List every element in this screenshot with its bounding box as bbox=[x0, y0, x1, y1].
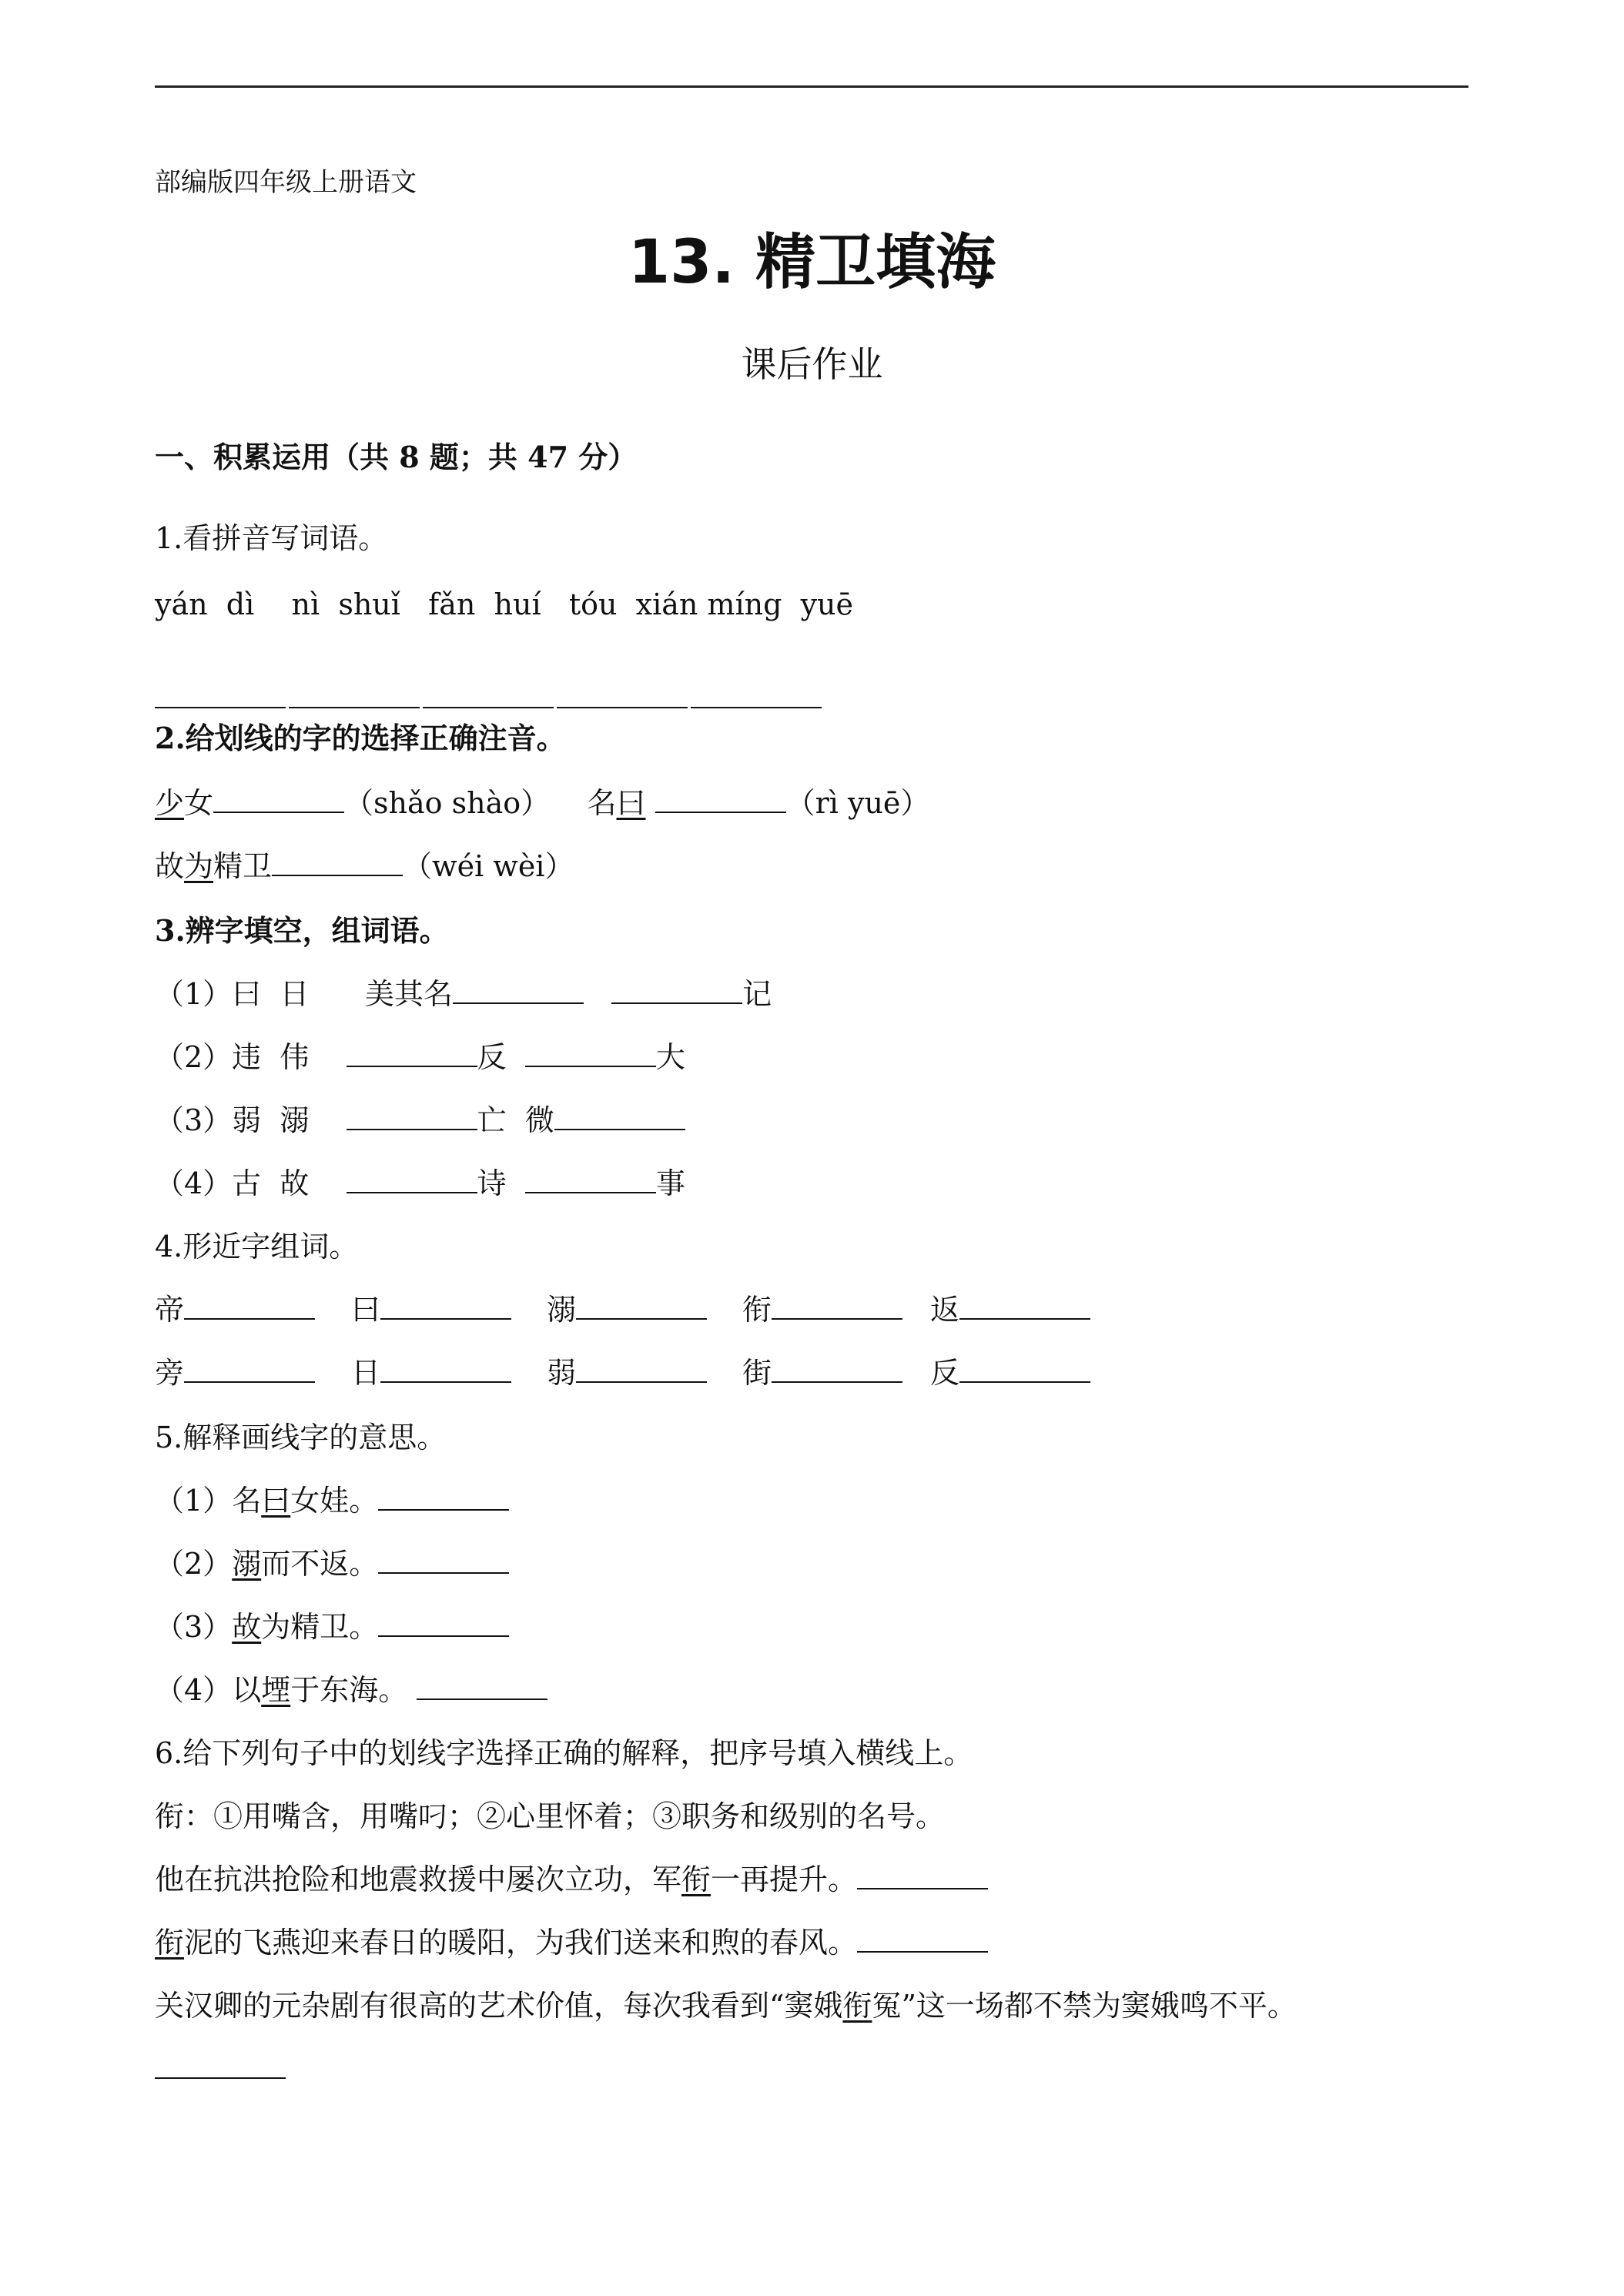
q6-text: 泥的飞燕迎来春日的暖阳，为我们送来和煦的春风。 bbox=[184, 1926, 858, 1960]
answer-blank[interactable] bbox=[655, 788, 786, 813]
header-rule bbox=[155, 85, 1468, 88]
q1-pinyin: yán dì nì shuǐ fǎn huí tóu xián míng yuē bbox=[155, 587, 854, 621]
q3-chars: （1）曰 日 bbox=[155, 977, 310, 1011]
q5-text: 女娃。 bbox=[290, 1484, 379, 1518]
q6-final-blank bbox=[155, 2054, 286, 2082]
underlined-char: 溺 bbox=[232, 1547, 262, 1581]
answer-blank[interactable] bbox=[378, 1612, 509, 1637]
q2-row1 bbox=[155, 788, 929, 818]
answer-blank[interactable] bbox=[347, 1169, 477, 1193]
q5-num: （2） bbox=[155, 1547, 233, 1581]
underlined-char: 故 bbox=[232, 1610, 262, 1644]
q5-num: （1） bbox=[155, 1484, 233, 1518]
q4-char: 帝 bbox=[155, 1293, 185, 1327]
underlined-char: 曰 bbox=[616, 786, 646, 820]
answer-blank[interactable] bbox=[525, 1043, 656, 1067]
q2-item2-options: （rì yuē） bbox=[785, 786, 930, 820]
answer-blank[interactable] bbox=[611, 979, 742, 1004]
q5-item bbox=[155, 1547, 509, 1581]
answer-blank[interactable] bbox=[380, 1295, 511, 1320]
answer-blank[interactable] bbox=[289, 684, 420, 708]
q6-sentence3 bbox=[155, 1989, 1297, 2023]
answer-blank[interactable] bbox=[576, 1295, 707, 1320]
q2-item1-options: （shǎo shào） bbox=[344, 786, 551, 820]
page-title: 13. 精卫填海 bbox=[628, 228, 996, 297]
q3-word-part: 美其名 bbox=[364, 977, 453, 1011]
q5-text: 为精卫。 bbox=[261, 1610, 379, 1644]
q3-word-part: 诗 bbox=[477, 1166, 507, 1200]
answer-blank[interactable] bbox=[959, 1295, 1090, 1320]
q3-chars: （2）违 伟 bbox=[155, 1040, 310, 1074]
answer-blank[interactable] bbox=[184, 1358, 315, 1383]
q5-item bbox=[155, 1484, 509, 1518]
answer-blank[interactable] bbox=[453, 979, 584, 1004]
q5-text: 于东海。 bbox=[290, 1673, 408, 1707]
answer-blank[interactable] bbox=[959, 1358, 1090, 1383]
q4-char: 衔 bbox=[742, 1293, 772, 1327]
q3-row bbox=[155, 1040, 685, 1074]
answer-blank[interactable] bbox=[155, 684, 286, 708]
answer-blank[interactable] bbox=[772, 1295, 902, 1320]
q4-char: 旁 bbox=[155, 1356, 185, 1390]
underlined-char: 衔 bbox=[842, 1989, 872, 2023]
q6-sentence2 bbox=[155, 1926, 988, 1960]
answer-blank[interactable] bbox=[184, 1295, 315, 1320]
q3-prompt: 3.辨字填空，组词语。 bbox=[155, 913, 449, 948]
q5-num: （3） bbox=[155, 1610, 233, 1644]
underlined-char: 曰 bbox=[261, 1484, 291, 1518]
q1-prompt: 1.看拼音写词语。 bbox=[155, 521, 388, 555]
underlined-char: 衔 bbox=[681, 1863, 712, 1896]
q6-text: 关汉卿的元杂剧有很高的艺术价值，每次我看到“窦娥 bbox=[155, 1989, 843, 2023]
answer-blank[interactable] bbox=[380, 1358, 511, 1383]
answer-blank[interactable] bbox=[155, 2054, 286, 2079]
q3-word-part: 记 bbox=[742, 977, 772, 1011]
underlined-char: 为 bbox=[184, 849, 214, 883]
answer-blank[interactable] bbox=[378, 1549, 509, 1574]
q6-text: 一再提升。 bbox=[711, 1863, 858, 1896]
q6-text: 冤”这一场都不禁为窦娥鸣不平。 bbox=[872, 1989, 1297, 2023]
q1-blanks bbox=[155, 684, 822, 711]
underlined-char: 少 bbox=[155, 786, 185, 820]
q3-chars: （4）古 故 bbox=[155, 1166, 310, 1200]
q3-chars: （3）弱 溺 bbox=[155, 1103, 310, 1137]
edition-label: 部编版四年级上册语文 bbox=[155, 167, 417, 198]
q4-char: 溺 bbox=[547, 1293, 577, 1327]
q4-char: 日 bbox=[351, 1356, 381, 1390]
q2-item3-text: 故 bbox=[155, 849, 185, 883]
q5-prompt: 5.解释画线字的意思。 bbox=[155, 1421, 447, 1454]
q3-word-part: 大 bbox=[655, 1040, 685, 1074]
q3-word-part: 事 bbox=[655, 1166, 685, 1200]
q3-word-part: 亡 bbox=[477, 1103, 507, 1137]
page-subtitle: 课后作业 bbox=[741, 343, 883, 385]
q5-text: 而不返。 bbox=[261, 1547, 379, 1581]
q3-row bbox=[155, 1166, 685, 1200]
answer-blank[interactable] bbox=[857, 1928, 988, 1953]
q2-prompt: 2.给划线的字的选择正确注音。 bbox=[155, 721, 566, 755]
answer-blank[interactable] bbox=[772, 1358, 902, 1383]
underlined-char: 衔 bbox=[155, 1926, 185, 1960]
q4-char: 曰 bbox=[351, 1293, 381, 1327]
q6-prompt: 6.给下列句子中的划线字选择正确的解释，把序号填入横线上。 bbox=[155, 1736, 973, 1770]
section-heading: 一、积累运用（共 8 题；共 47 分） bbox=[155, 440, 638, 474]
answer-blank[interactable] bbox=[378, 1486, 509, 1511]
q4-char: 街 bbox=[742, 1356, 772, 1390]
answer-blank[interactable] bbox=[691, 684, 822, 708]
q2-item3-text: 精卫 bbox=[213, 849, 273, 883]
answer-blank[interactable] bbox=[272, 852, 403, 876]
q4-char: 返 bbox=[930, 1293, 960, 1327]
q5-text: 名 bbox=[232, 1484, 262, 1518]
q6-text: 他在抗洪抢险和地震救援中屡次立功，军 bbox=[155, 1863, 682, 1896]
answer-blank[interactable] bbox=[347, 1106, 477, 1130]
q5-num: （4） bbox=[155, 1673, 233, 1707]
q2-item2-text: 名 bbox=[587, 786, 617, 820]
q3-word-part: 反 bbox=[477, 1040, 507, 1074]
answer-blank[interactable] bbox=[554, 1106, 685, 1130]
q3-word-part: 微 bbox=[524, 1103, 554, 1137]
answer-blank[interactable] bbox=[857, 1865, 988, 1889]
answer-blank[interactable] bbox=[417, 1675, 547, 1700]
q4-char: 弱 bbox=[547, 1356, 577, 1390]
q4-char: 反 bbox=[930, 1356, 960, 1390]
q2-item3-options: （wéi wèi） bbox=[403, 849, 574, 883]
q5-item bbox=[155, 1675, 547, 1705]
answer-blank[interactable] bbox=[576, 1358, 707, 1383]
q2-row2 bbox=[155, 849, 574, 883]
answer-blank[interactable] bbox=[423, 684, 554, 708]
q5-item bbox=[155, 1612, 509, 1642]
q5-text: 以 bbox=[232, 1673, 262, 1707]
underlined-char: 堙 bbox=[261, 1673, 291, 1707]
q3-row bbox=[155, 1103, 685, 1137]
q4-prompt: 4.形近字组词。 bbox=[155, 1230, 359, 1263]
answer-blank[interactable] bbox=[525, 1169, 656, 1193]
q2-item1-text: 女 bbox=[184, 786, 214, 820]
answer-blank[interactable] bbox=[213, 788, 344, 813]
answer-blank[interactable] bbox=[557, 684, 688, 708]
q6-sentence1 bbox=[155, 1865, 988, 1894]
q6-definition: 衔：①用嘴含，用嘴叼；②心里怀着；③职务和级别的名号。 bbox=[155, 1799, 946, 1833]
answer-blank[interactable] bbox=[347, 1043, 477, 1067]
q3-row bbox=[155, 979, 772, 1009]
